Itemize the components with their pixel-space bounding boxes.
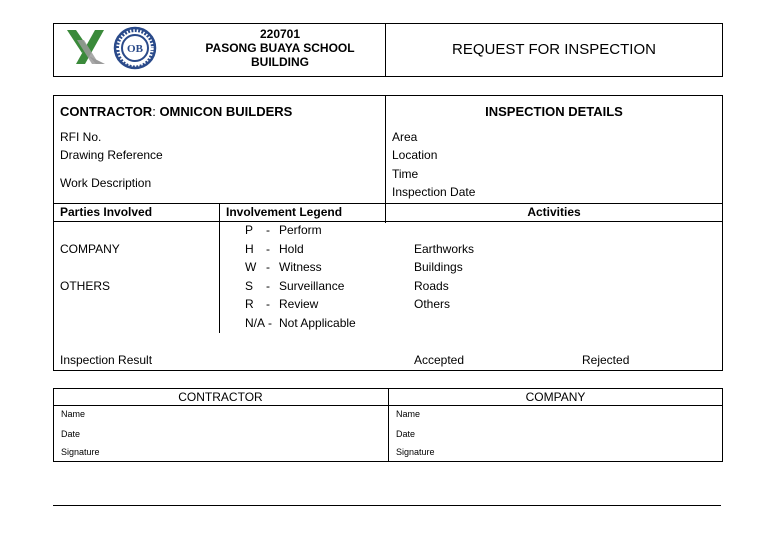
- contractor-line: [60, 104, 292, 119]
- inspection-details-title: INSPECTION DETAILS: [485, 104, 623, 119]
- parties-legend-divider: [219, 203, 220, 333]
- column-involvement-legend: Involvement Legend: [226, 205, 343, 219]
- legend-sep: -: [268, 316, 272, 330]
- seal-icon: [115, 28, 155, 68]
- project-name-line2: BUILDING: [251, 55, 309, 69]
- legend-code: R: [245, 297, 254, 311]
- column-activities: Activities: [527, 205, 581, 219]
- signoff-contractor-title: CONTRACTOR: [178, 390, 263, 404]
- legend-desc: Surveillance: [279, 279, 345, 293]
- result-rejected: Rejected: [582, 353, 630, 367]
- svg-text:OB: OB: [127, 43, 143, 55]
- columns-header-top: [53, 203, 723, 204]
- company-name-label: Name: [396, 409, 421, 419]
- legend-desc: Review: [279, 297, 319, 311]
- legend-desc: Witness: [279, 260, 322, 274]
- project-code: 220701: [259, 27, 301, 41]
- activity-buildings: Buildings: [414, 260, 463, 274]
- legend-code: P: [245, 223, 254, 237]
- party-company: COMPANY: [60, 242, 120, 256]
- field-drawing-reference: Drawing Reference: [60, 148, 163, 162]
- legend-desc: Hold: [279, 242, 304, 256]
- legend-code: W: [245, 260, 257, 274]
- inspection-form-box: [53, 95, 723, 371]
- contractor-signature-label: Signature: [61, 447, 100, 457]
- activity-earthworks: Earthworks: [414, 242, 475, 256]
- signoff-company-title: COMPANY: [525, 390, 586, 404]
- legend-sep: -: [266, 223, 270, 237]
- inspection-result-label: Inspection Result: [60, 353, 153, 367]
- activity-others: Others: [414, 297, 451, 311]
- legend-sep: -: [266, 297, 270, 311]
- field-rfi-no: RFI No.: [60, 130, 102, 144]
- legend-code: S: [245, 279, 254, 293]
- field-time: Time: [392, 167, 419, 181]
- column-parties-involved: Parties Involved: [60, 205, 153, 219]
- field-work-description: Work Description: [60, 176, 152, 190]
- legend-code: H: [245, 242, 254, 256]
- legend-desc: Not Applicable: [279, 316, 356, 330]
- legend-desc: Perform: [279, 223, 322, 237]
- contractor-name: OMNICON BUILDERS: [155, 104, 293, 119]
- yk-mark-icon: [67, 30, 105, 64]
- columns-header-bottom: [53, 221, 723, 222]
- contractor-date-label: Date: [61, 429, 81, 439]
- project-name-line1: PASONG BUAYA SCHOOL: [205, 41, 355, 55]
- form-title: REQUEST FOR INSPECTION: [452, 41, 656, 58]
- field-area: Area: [392, 130, 418, 144]
- company-date-label: Date: [396, 429, 416, 439]
- field-location: Location: [392, 148, 438, 162]
- contractor-label: CONTRACTOR: [60, 104, 153, 119]
- legend-sep: -: [266, 260, 270, 274]
- legend-sep: -: [266, 279, 270, 293]
- contractor-separator: :: [152, 104, 156, 119]
- signoff-header-line: [53, 405, 723, 406]
- company-signature-label: Signature: [396, 447, 435, 457]
- activity-roads: Roads: [414, 279, 449, 293]
- contractor-name-label: Name: [61, 409, 86, 419]
- party-others: OTHERS: [60, 279, 111, 293]
- result-accepted: Accepted: [414, 353, 465, 367]
- footer-rule: [53, 505, 721, 506]
- legend-code: N/A: [245, 316, 266, 330]
- legend-sep: -: [266, 242, 270, 256]
- field-inspection-date: Inspection Date: [392, 185, 476, 199]
- company-logo: [65, 26, 160, 70]
